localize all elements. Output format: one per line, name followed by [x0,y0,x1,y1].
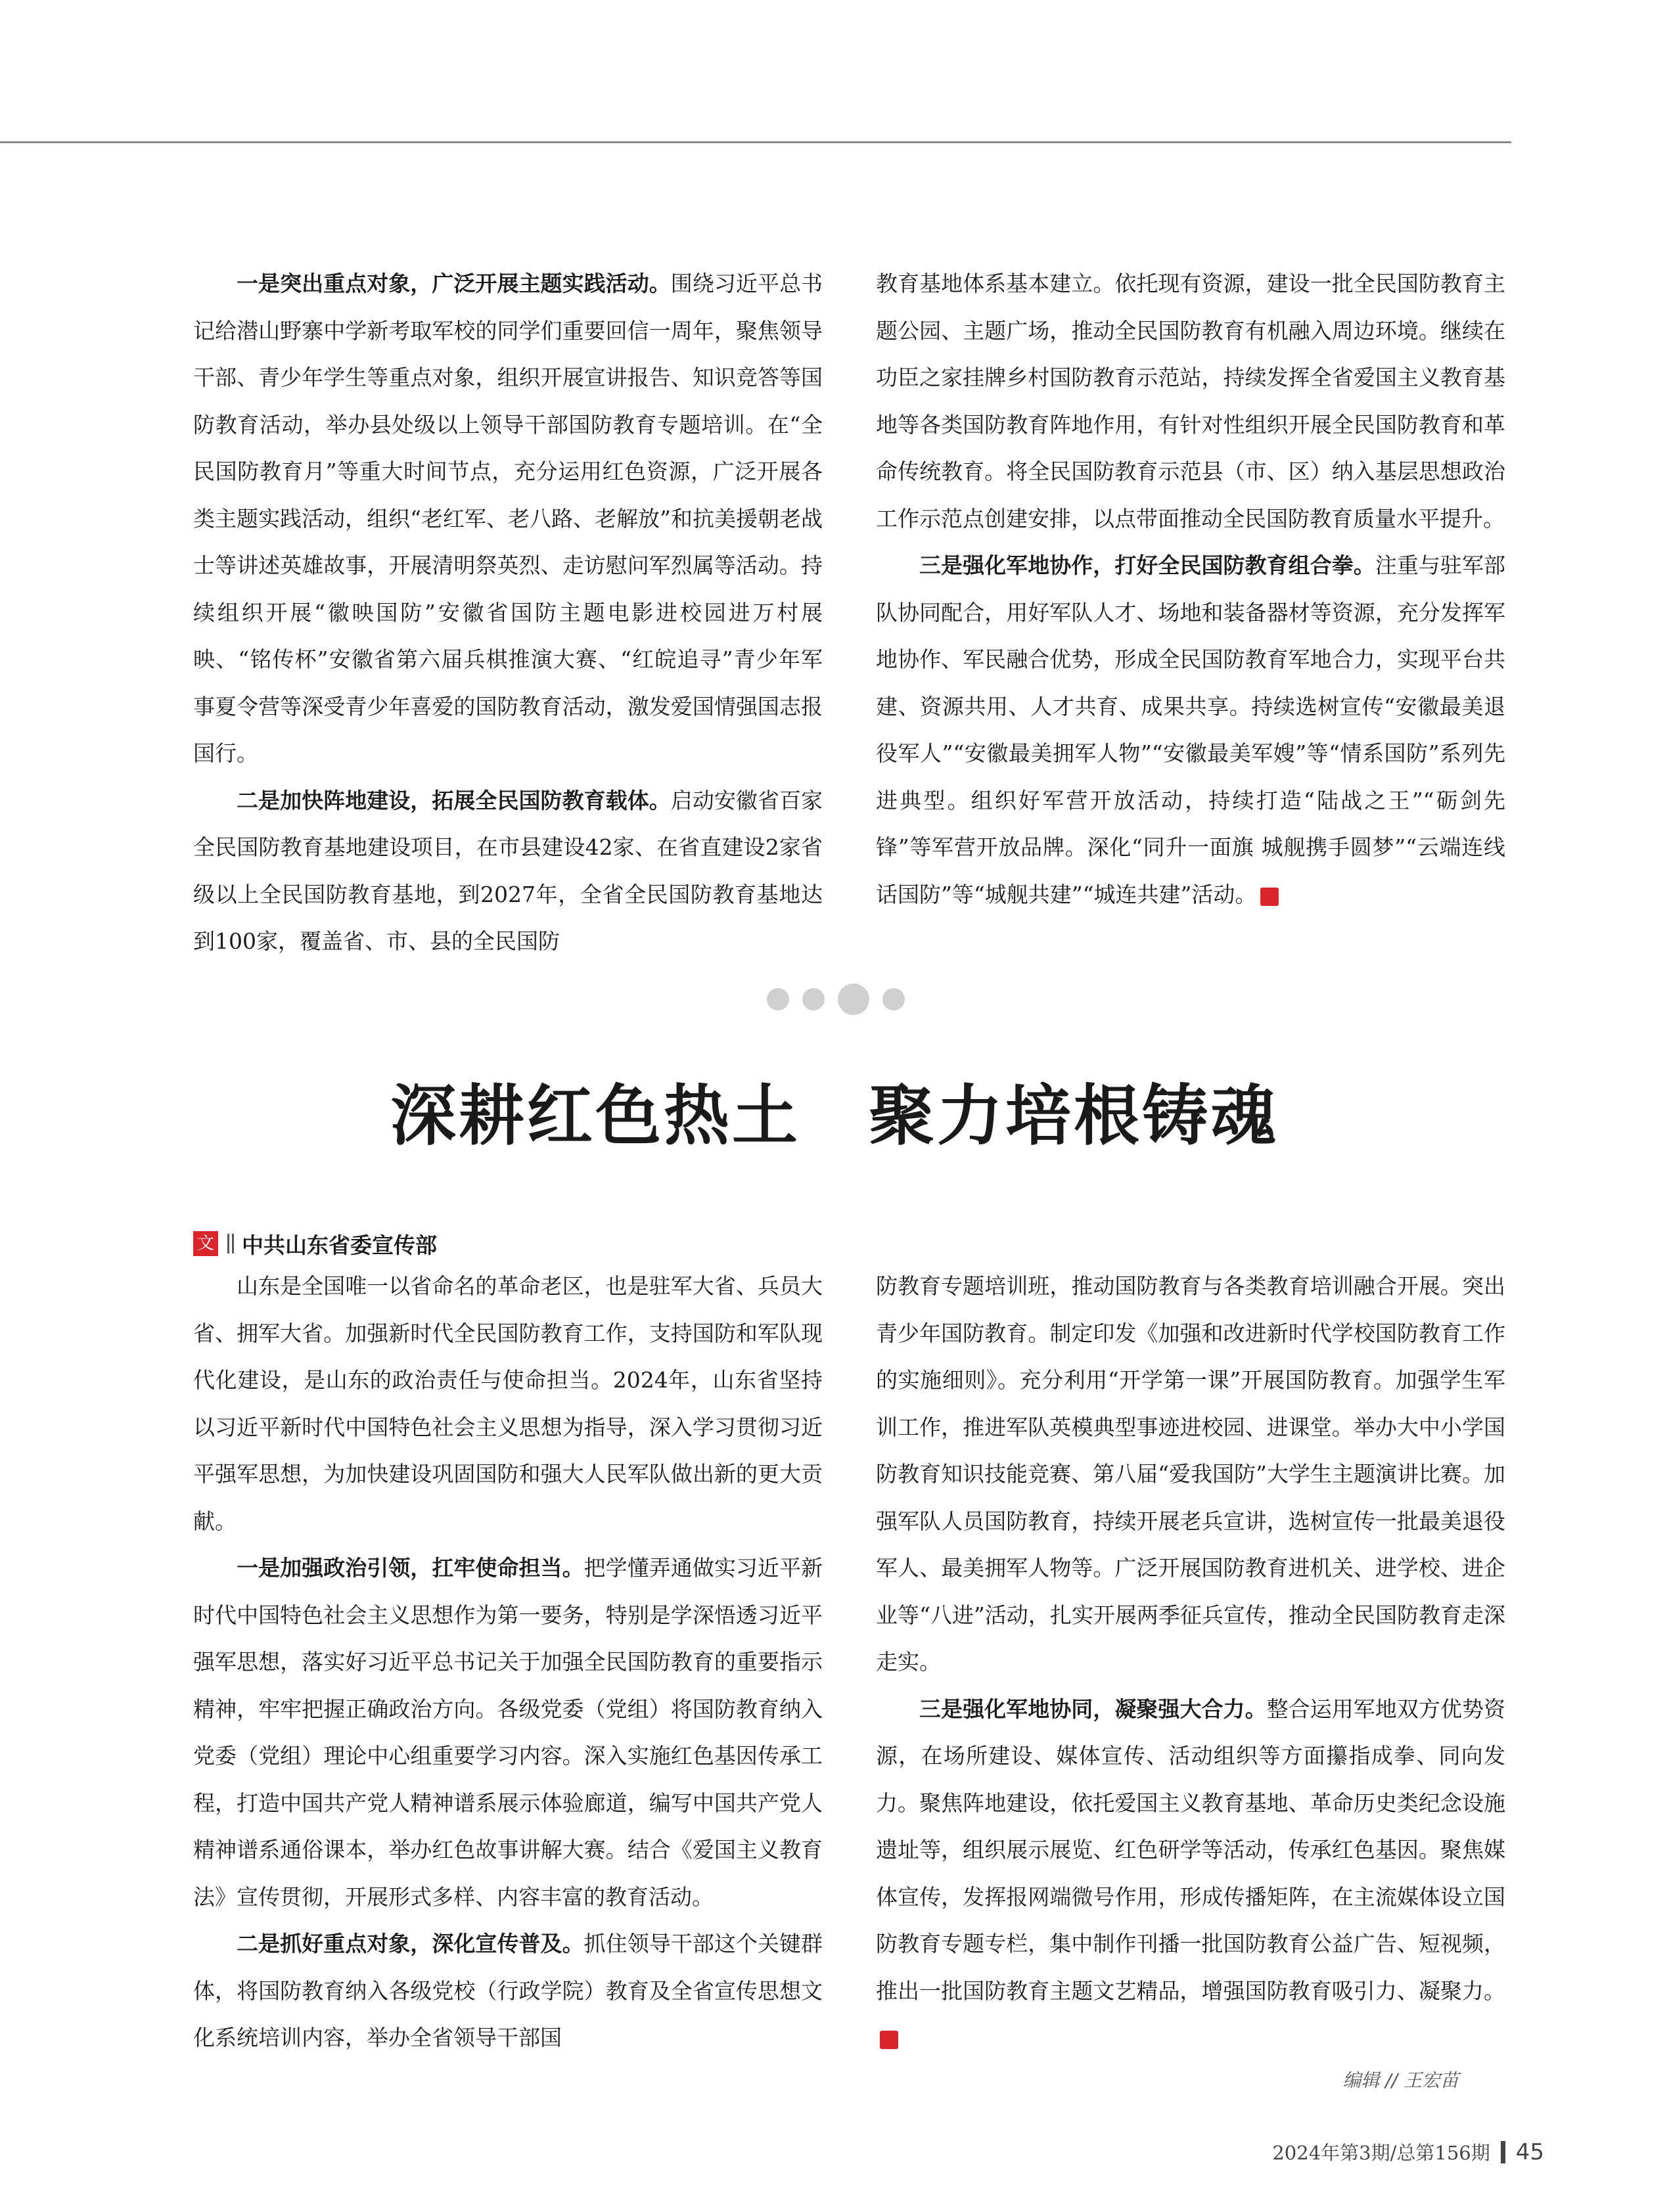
paragraph-text: 启动安徽省百家全民国防教育基地建设项目，在市县建设42家、在省直建设2家省级以上全民国防教育基地，到2027年，全省全民国防教育基地达到100家，覆盖省、市、县的全民国防 [193,787,823,954]
paragraph [193,1545,823,1920]
divider-dot [838,983,869,1015]
paragraph [876,1263,1505,1686]
paragraph-text: 山东是全国唯一以省命名的革命老区，也是驻军大省、兵员大省、拥军大省。加强新时代全民国防教育工作，支持国防和军队现代化建设，是山东的政治责任与使命担当。2024年，山东省坚持以习近平新时代中国特色社会主义思想为指导，深入学习贯彻习近平强军思想，为加快建设巩固国防和强大人民军队做出新的更大贡献。 [193,1273,823,1534]
divider-dot [767,988,789,1010]
paragraph-text: 把学懂弄通做实习近平新时代中国特色社会主义思想作为第一要务，特别是学深悟透习近平强军思想，落实好习近平总书记关于加强全民国防教育的重要指示精神，牢牢把握正确政治方向。各级党委（党组）将国防教育纳入党委（党组）理论中心组重要学习内容。深入实施红色基因传承工程，打造中国共产党人精神谱系展示体验廊道，编写中国共产党人精神谱系通俗课本，举办红色故事讲解大赛。结合《爱国主义教育法》宣传贯彻，开展形式多样、内容丰富的教育活动。 [193,1555,823,1910]
folio [1272,2138,1544,2165]
paragraph [876,260,1505,542]
editor-credit: 编辑 // 王宏苗 [1342,2069,1459,2091]
paragraph-text: 抓住领导干部这个关键群体，将国防教育纳入各级党校（行政学院）教育及全省宣传思想文化系统培训内容，举办全省领导干部国 [193,1931,823,2050]
upper-right-column [876,260,1505,918]
paragraph [193,777,823,965]
paragraph-lead: 三是强化军地协同，凝聚强大合力。 [919,1696,1267,1722]
paragraph [193,1263,823,1545]
paragraph-text: 整合运用军地双方优势资源，在场所建设、媒体宣传、活动组织等方面攥指成拳、同向发力。聚焦阵地建设，依托爱国主义教育基地、革命历史类纪念设施遗址等，组织展示展览、红色研学等活动，传承红色基因。聚焦媒体宣传，发挥报网端微号作用，形成传播矩阵，在主流媒体设立国防教育专题专栏，集中制作刊播一批国防教育公益广告、短视频，推出一批国防教育主题文艺精品，增强国防教育吸引力、凝聚力。 [876,1696,1506,2004]
paragraph-text: 防教育专题培训班，推动国防教育与各类教育培训融合开展。突出青少年国防教育。制定印发《加强和改进新时代学校国防教育工作的实施细则》。充分利用“开学第一课”开展国防教育。加强学生军训工作，推进军队英模典型事迹进校园、进课堂。举办大中小学国防教育知识技能竞赛、第八届“爱我国防”大学生主题演讲比赛。加强军队人员国防教育，持续开展老兵宣讲，选树宣传一批最美退役军人、最美拥军人物等。广泛开展国防教育进机关、进学校、进企业等“八进”活动，扎实开展两季征兵宣传，推动全民国防教育走深走实。 [876,1273,1505,1675]
paragraph [876,1686,1505,2062]
byline-separator [227,1234,234,1253]
byline-author: 中共山东省委宣传部 [242,1232,437,1258]
paragraph-lead: 二是加快阵地建设，拓展全民国防教育载体。 [237,787,671,813]
paragraph-text: 注重与驻军部队协同配合，用好军队人才、场地和装备器材等资源，充分发挥军地协作、军民融合优势，形成全民国防教育军地合力，实现平台共建、资源共用、人才共育、成果共享。持续选树宣传“安徽最美退役军人”“安徽最美拥军人物”“安徽最美军嫂”等“情系国防”系列先进典型。组织好军营开放活动，持续打造“陆战之王”“砺剑先锋”等军营开放品牌。深化“同升一面旗 城舰携手圆梦”“云端连线话国防”等“城舰共建”“城连共建”活动。 [876,553,1506,907]
page-number: 45 [1515,2138,1544,2165]
paragraph [876,542,1505,918]
paragraph-lead: 二是抓好重点对象，深化宣传普及。 [237,1931,584,1956]
section-divider-dots [767,982,905,1016]
paragraph-lead: 三是强化军地协作，打好全民国防教育组合拳。 [919,553,1375,578]
paragraph-text: 围绕习近平总书记给潜山野寨中学新考取军校的同学们重要回信一周年，聚焦领导干部、青少年学生等重点对象，组织开展宣讲报告、知识竞答等国防教育活动，举办县处级以上领导干部国防教育专题培训。在“全民国防教育月”等重大时间节点，充分运用红色资源，广泛开展各类主题实践活动，组织“老红军、老八路、老解放”和抗美援朝老战士等讲述英雄故事，开展清明祭英烈、走访慰问军烈属等活动。持续组织开展“徽映国防”安徽省国防主题电影进校园进万村展映、“铭传杯”安徽省第六届兵棋推演大赛、“红皖追寻”青少年军事夏令营等深受青少年喜爱的国防教育活动，激发爱国情强国志报国行。 [193,271,823,766]
byline-badge-icon: 文 [193,1231,218,1256]
end-mark-icon: G [880,2031,898,2049]
upper-left-column [193,260,823,965]
top-rule [0,141,1511,143]
paragraph [193,1920,823,2062]
divider-dot [802,988,825,1010]
paragraph-lead: 一是突出重点对象，广泛开展主题实践活动。 [237,271,671,296]
article-right-column [876,1263,1505,2062]
folio-separator [1501,2141,1505,2163]
divider-dot [882,988,905,1010]
issue-info: 2024年第3期/总第156期 [1272,2142,1490,2164]
paragraph [193,260,823,777]
article-left-column [193,1263,823,2062]
end-mark-icon: G [1260,888,1279,906]
paragraph-lead: 一是加强政治引领，扛牢使命担当。 [237,1555,584,1581]
paragraph-text: 教育基地体系基本建立。依托现有资源，建设一批全民国防教育主题公园、主题广场，推动全民国防教育有机融入周边环境。继续在功臣之家挂牌乡村国防教育示范站，持续发挥全省爱国主义教育基地等各类国防教育阵地作用，有针对性组织开展全民国防教育和革命传统教育。将全民国防教育示范县（市、区）纳入基层思想政治工作示范点创建安排，以点带面推动全民国防教育质量水平提升。 [876,271,1505,531]
byline [193,1230,437,1257]
article-title: 深耕红色热土 聚力培根铸魂 [390,1077,1279,1154]
